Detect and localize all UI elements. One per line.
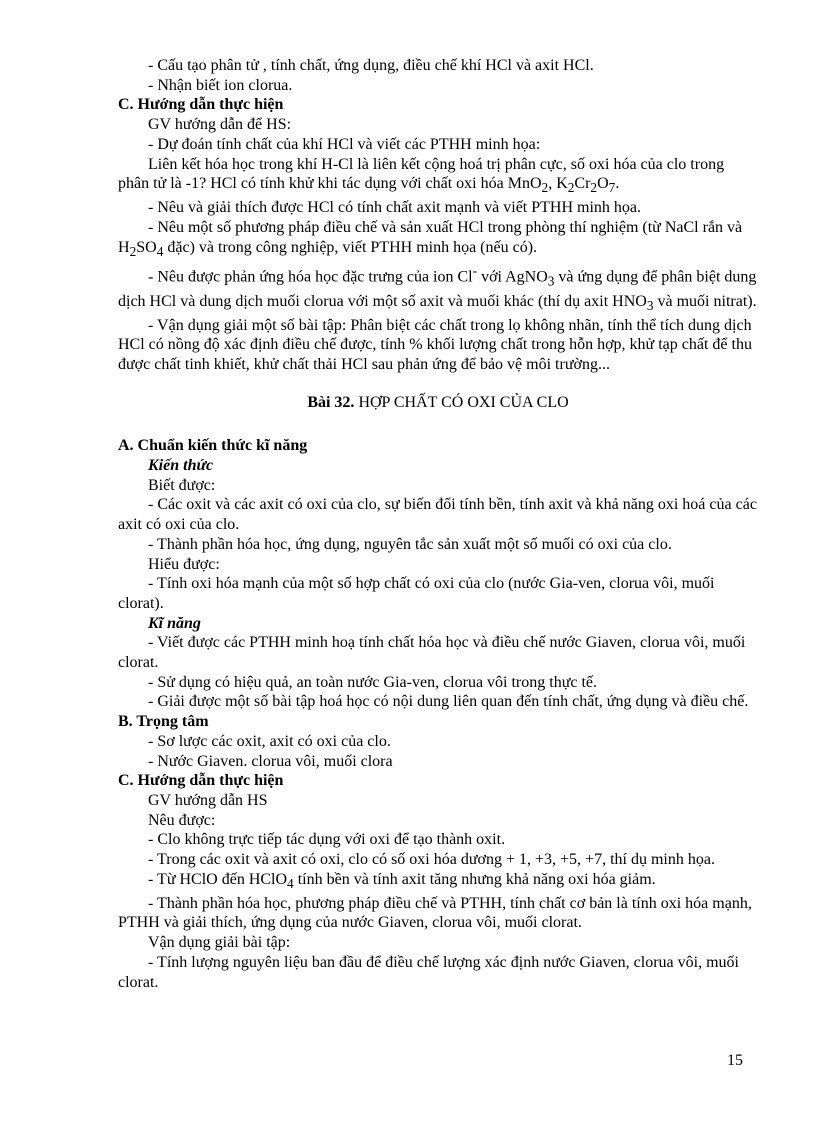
paragraph: GV hướng dẫn để HS: [148, 116, 292, 134]
paragraph: - Giải được một số bài tập hoá học có nội dung liên quan đến tính chất, ứng dụng và điều chế. [148, 693, 749, 711]
paragraph: Biết được: [148, 476, 216, 494]
paragraph: - Nước Giaven. clorua vôi, muối clora [148, 752, 393, 770]
section-heading: C. Hướng dẫn thực hiện [118, 96, 284, 114]
paragraph: Vận dụng giải bài tập: [148, 934, 291, 952]
paragraph: - Các oxit và các axit có oxi của clo, sự biến đổi tính bền, tính axit và khả năng oxi hoá của các axit có oxi của clo. [118, 496, 757, 534]
paragraph: - Clo không trực tiếp tác dụng với oxi để tạo thành oxit. [148, 831, 506, 849]
paragraph: - Từ HClO đến HClO$_4$ tính bền và tính axit tăng nhưng khả năng oxi hóa giảm. [148, 870, 656, 891]
paragraph: - Dự đoán tính chất của khí HCl và viết các PTHH minh họa: [148, 135, 541, 153]
section-heading: A. Chuẩn kiến thức kĩ năng [118, 437, 308, 455]
paragraph: Hiểu được: [148, 555, 220, 573]
lesson-title: Bài 32. HỢP CHẤT CÓ OXI CỦA CLO [307, 393, 569, 411]
paragraph: - Nêu và giải thích được HCl có tính chất axit mạnh và viết PTHH minh họa. [148, 199, 642, 217]
paragraph: - Nêu được phản ứng hóa học đặc trưng của ion Cl- với AgNO$_3$ và ứng dụng để phân biệt dung dịch HCl và dung dịch muối clorua với một số axit và muối khác (thí dụ axit $HNO_3$ và muối nitrat). [118, 263, 757, 313]
paragraph: - Sơ lược các oxit, axit có oxi của clo. [148, 732, 391, 750]
paragraph: - Sử dụng có hiệu quả, an toàn nước Gia-ven, clorua vôi trong thực tế. [148, 673, 598, 691]
document-page [118, 56, 758, 992]
intro-line: - Cấu tạo phân tử , tính chất, ứng dụng, điều chế khí HCl và axit HCl. [148, 57, 594, 74]
paragraph: - Tính lượng nguyên liệu ban đầu để điều chế lượng xác định nước Giaven, clorua vôi, muối clorat. [118, 953, 739, 991]
paragraph: - Nêu một số phương pháp điều chế và sản xuất HCl trong phòng thí nghiệm (từ NaCl rắn và $H_2SO_4$ đặc) và trong công nghiệp, viết PTHH minh họa (nếu có). [118, 218, 743, 259]
paragraph: - Viết được các PTHH minh hoạ tính chất hóa học và điều chế nước Giaven, clorua vôi, muối clorat. [118, 634, 746, 672]
intro-line: - Nhận biết ion clorua. [148, 76, 293, 94]
paragraph: - Vận dụng giải một số bài tập: Phân biệt các chất trong lọ không nhãn, tính thể tích dung dịch HCl có nồng độ xác định điều chế được, tính % khối lượng chất trong hỗn hợp, khử tạp chất để thu được chất tinh khiết, khử chất thải HCl sau phản ứng để bảo vệ môi trường... [118, 316, 752, 373]
page-number: 15 [727, 1052, 743, 1069]
section-heading: C. Hướng dẫn thực hiện [118, 772, 284, 790]
subheading: Kiến thức [148, 457, 214, 475]
paragraph: Liên kết hóa học trong khí H-Cl là liên kết cộng hoá trị phân cực, số oxi hóa của clo trong phân tử là -1? HCl có tính khử khi tác dụng với chất oxi hóa MnO$_2$, $K_2Cr_2O_7$. [118, 155, 725, 196]
paragraph: - Tính oxi hóa mạnh của một số hợp chất có oxi của clo (nước Gia-ven, clorua vôi, muối clorat). [118, 575, 715, 612]
section-heading: B. Trọng tâm [118, 713, 209, 731]
paragraph: Nêu được: [148, 811, 216, 829]
paragraph: - Thành phần hóa học, ứng dụng, nguyên tắc sản xuất một số muối có oxi của clo. [148, 535, 672, 553]
paragraph: GV hướng dẫn HS [148, 791, 268, 809]
paragraph: - Trong các oxit và axit có oxi, clo có số oxi hóa dương + 1, +3, +5, +7, thí dụ minh họa. [148, 851, 715, 869]
paragraph: - Thành phần hóa học, phương pháp điều chế và PTHH, tính chất cơ bản là tính oxi hóa mạnh, PTHH và giải thích, ứng dụng của nước Giaven, clorua vôi, muối clorat. [118, 894, 752, 932]
subheading: Kĩ năng [148, 614, 201, 632]
